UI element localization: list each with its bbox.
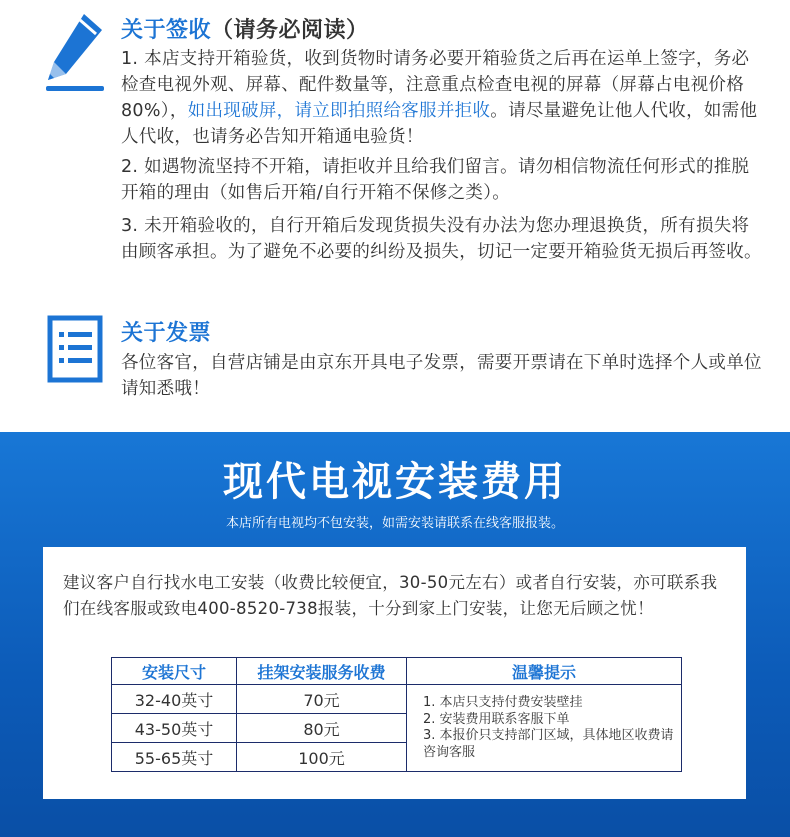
table-row	[112, 685, 682, 714]
sign-paragraph-2: 2. 如遇物流坚持不开箱，请拒收并且给我们留言。请勿相信物流任何形式的推脱开箱的理由（如售后开箱/自行开箱不保修之类）。	[121, 157, 750, 203]
invoice-text: 各位客官，自营店铺是由京东开具电子发票，需要开票请在下单时选择个人或单位 请知悉哦！	[121, 353, 762, 399]
header-tips: 温馨提示	[407, 658, 682, 685]
price-cell: 70元	[237, 685, 407, 714]
invoice-section-title: 关于发票	[121, 321, 212, 346]
price-cell: 80元	[237, 714, 407, 743]
sign-paragraph-1: 1. 本店支持开箱验货，收到货物时请务必要开箱验货之后再在运单上签字，务必检查电视外观、屏幕、配件数量等，注意重点检查电视的屏幕（屏幕占电视价格80%），如出现破屏，请立即拍照给客服并拒收。请尽量避免让他人代收，如需他人代收，也请务必告知开箱通电验货！	[121, 49, 758, 147]
document-list-icon	[47, 315, 103, 383]
tip-item: 2. 安装费用联系客服下单	[423, 711, 570, 727]
tips-cell	[407, 685, 682, 772]
broken-screen-warning: 如出现破屏，请立即拍照给客服并拒收	[187, 101, 491, 121]
header-price: 挂架安装服务收费	[237, 658, 407, 685]
sign-section-note: （请务必阅读）	[211, 18, 369, 43]
sign-section-title: 关于签收（请务必阅读）	[121, 18, 369, 43]
header-size: 安装尺寸	[112, 658, 237, 685]
size-cell: 32-40英寸	[112, 685, 237, 714]
install-intro: 建议客户自行找水电工安装（收费比较便宜，30-50元左右）或者自行安装，亦可联系我们在线客服或致电400-8520-738报装，十分到家上门安装，让您无后顾之忧！	[63, 573, 718, 618]
install-title: 现代电视安装费用	[223, 459, 567, 505]
pen-icon	[44, 12, 106, 94]
sign-paragraph-3: 3. 未开箱验收的，自行开箱后发现货损失没有办法为您办理退换货，所有损失将由顾客承担。为了避免不必要的纠纷及损失，切记一定要开箱验货无损后再签收。	[121, 216, 762, 262]
size-cell: 55-65英寸	[112, 743, 237, 772]
install-fee-table	[111, 657, 682, 772]
tip-item: 3. 本报价只支持部门区域，具体地区收费请咨询客服	[423, 728, 674, 760]
install-subtitle: 本店所有电视均不包安装，如需安装请联系在线客服报装。	[225, 516, 564, 531]
size-cell: 43-50英寸	[112, 714, 237, 743]
price-cell: 100元	[237, 743, 407, 772]
table-header-row	[112, 658, 682, 685]
tip-item: 1. 本店只支持付费安装壁挂	[423, 695, 583, 710]
